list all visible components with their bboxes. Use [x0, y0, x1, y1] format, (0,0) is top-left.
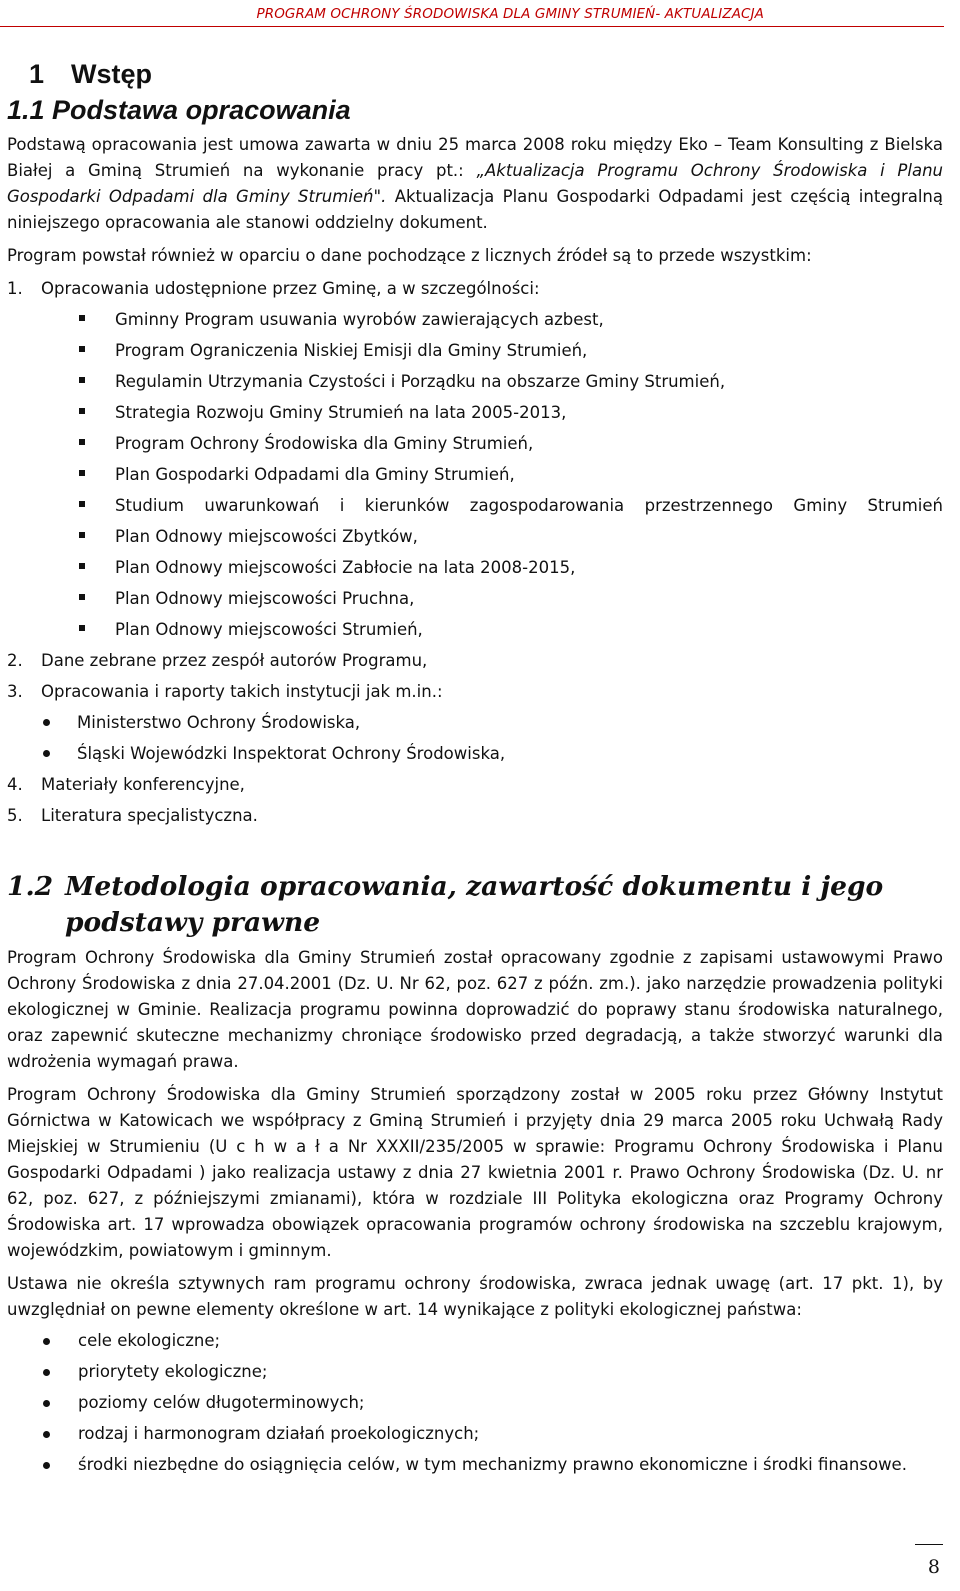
sub-list-item: Plan Odnowy miejscowości Zbytków, — [7, 521, 943, 552]
sub-list-item: Program Ochrony Środowiska dla Gminy Strumień, — [7, 428, 943, 459]
sub-list-item: Plan Odnowy miejscowości Zabłocie na lata 2008-2015, — [7, 552, 943, 583]
chapter-heading — [7, 56, 943, 92]
bullet-item: cele ekologiczne; — [7, 1328, 943, 1354]
round-bullet-icon — [43, 1369, 50, 1376]
bullet-item: środki niezbędne do osiągnięcia celów, w tym mechanizmy prawno ekonomiczne i środki finansowe. — [7, 1452, 943, 1478]
document-page — [7, 56, 943, 1483]
page-number: 8 — [927, 1556, 940, 1578]
bullet-item: poziomy celów długoterminowych; — [7, 1390, 943, 1416]
sub-list-item: Plan Gospodarki Odpadami dla Gminy Strumień, — [7, 459, 943, 490]
bullet-item: rodzaj i harmonogram działań proekologicznych; — [7, 1421, 943, 1447]
round-bullet-icon — [43, 1462, 50, 1469]
square-bullet-icon — [79, 408, 85, 414]
list-item: 3. Opracowania i raporty takich instytucji jak m.in.: — [7, 682, 443, 701]
square-bullet-icon — [79, 315, 85, 321]
section-1-1-heading: 1.1 Podstawa opracowania — [7, 95, 351, 125]
section-1-2-para-2: Program Ochrony Środowiska dla Gminy Strumień sporządzony został w 2005 roku przez Główny Instytut Górnictwa w Katowicach we współpracy z Gminą Strumień i przyjęty dnia 29 marca 2005 roku Uchwałą Rady Miejskiej w Strumieniu (U c h w a ł a Nr XXXII/235/2005 w sprawie: Programu Ochrony Środowiska i Planu Gospodarki Odpadami ) jako realizacja ustawy z dnia 27 kwietnia 2001 r. Prawo Ochrony Środowiska (Dz. U. nr 62, poz. 627, z późniejszymi zmianami), która w rozdziale III Polityka ekologiczna oraz Programy Ochrony Środowiska art. 17 wprowadza obowiązek opracowania programów ochrony środowiska na szczeblu krajowym, wojewódzkim, powiatowym i gminnym. — [7, 1085, 943, 1260]
round-bullet-icon — [43, 1400, 50, 1407]
square-bullet-icon — [79, 470, 85, 476]
square-bullet-icon — [79, 501, 85, 507]
section-1-2-para-3: Ustawa nie określa sztywnych ram programu ochrony środowiska, zwraca jednak uwagę (art. 17 pkt. 1), by uwzględniał on pewne elementy określone w art. 14 wynikające z polityki ekologicznej państwa: — [7, 1274, 943, 1319]
list-item: 5. Literatura specjalistyczna. — [7, 806, 258, 825]
section-1-2-title: Metodologia opracowania, zawartość dokumentu i jego podstawy prawne — [65, 871, 884, 938]
sub-list-item: Plan Odnowy miejscowości Strumień, — [7, 614, 943, 645]
round-bullet-icon — [43, 750, 50, 757]
sub-list-item: Śląski Wojewódzki Inspektorat Ochrony Środowiska, — [7, 738, 943, 769]
round-bullet-icon — [43, 719, 50, 726]
section-1-1-para-2: Program powstał również w oparciu o dane pochodzące z licznych źródeł są to przede wszystkim: — [7, 246, 812, 265]
sub-list-item: Regulamin Utrzymania Czystości i Porządku na obszarze Gminy Strumień, — [7, 366, 943, 397]
header-rule — [0, 26, 944, 27]
section-1-2-para-1: Program Ochrony Środowiska dla Gminy Strumień został opracowany zgodnie z zapisami ustawowymi Prawo Ochrony Środowiska z dnia 27.04.2001 (Dz. U. Nr 62, poz. 627 z późn. zm.). jako narzędzie prowadzenia polityki ekologicznej w Gminie. Realizacja programu powinna doprowadzić do poprawy stanu środowiska naturalnego, oraz zapewnić skuteczne mechanizmy chroniące środowisko przed degradacją, a także stworzyć warunki dla wdrożenia wymagań prawa. — [7, 948, 943, 1071]
chapter-title: Wstęp — [71, 59, 152, 89]
sub-list-item: Ministerstwo Ochrony Środowiska, — [7, 707, 943, 738]
section-1-1-para-1: Podstawą opracowania jest umowa zawarta w dniu 25 marca 2008 roku między Eko – Team Konsulting z Bielska Białej a Gminą Strumień na wykonanie pracy pt.: „Aktualizacja Programu Ochrony Środowiska i Planu Gospodarki Odpadami dla Gminy Strumień". Aktualizacja Planu Gospodarki Odpadami jest częścią integralną niniejszego opracowania ale stanowi oddzielny dokument. — [7, 135, 943, 232]
square-bullet-icon — [79, 346, 85, 352]
section-1-2-heading — [7, 869, 943, 941]
round-bullet-icon — [43, 1338, 50, 1345]
round-bullet-icon — [43, 1431, 50, 1438]
square-bullet-icon — [79, 377, 85, 383]
bullet-item: priorytety ekologiczne; — [7, 1359, 943, 1385]
square-bullet-icon — [79, 625, 85, 631]
list-item: 4. Materiały konferencyjne, — [7, 775, 245, 794]
sub-list-item: Program Ograniczenia Niskiej Emisji dla Gminy Strumień, — [7, 335, 943, 366]
square-bullet-icon — [79, 439, 85, 445]
square-bullet-icon — [79, 594, 85, 600]
page-number-rule — [915, 1544, 943, 1545]
sub-list-item: Studium uwarunkowań i kierunków zagospodarowania przestrzennego Gminy Strumień — [7, 490, 943, 521]
section-1-2-number: 1.2 — [7, 871, 54, 902]
square-bullet-icon — [79, 563, 85, 569]
square-bullet-icon — [79, 532, 85, 538]
running-header: PROGRAM OCHRONY ŚRODOWISKA DLA GMINY STRUMIEŃ- AKTUALIZACJA — [256, 6, 764, 22]
chapter-number: 1 — [29, 59, 45, 89]
sub-list-item: Gminny Program usuwania wyrobów zawierających azbest, — [7, 304, 943, 335]
list-item: 1. Opracowania udostępnione przez Gminę, a w szczególności: — [7, 279, 540, 298]
sub-list-item: Strategia Rozwoju Gminy Strumień na lata 2005-2013, — [7, 397, 943, 428]
sub-list-item: Plan Odnowy miejscowości Pruchna, — [7, 583, 943, 614]
list-item: 2. Dane zebrane przez zespół autorów Programu, — [7, 651, 428, 670]
